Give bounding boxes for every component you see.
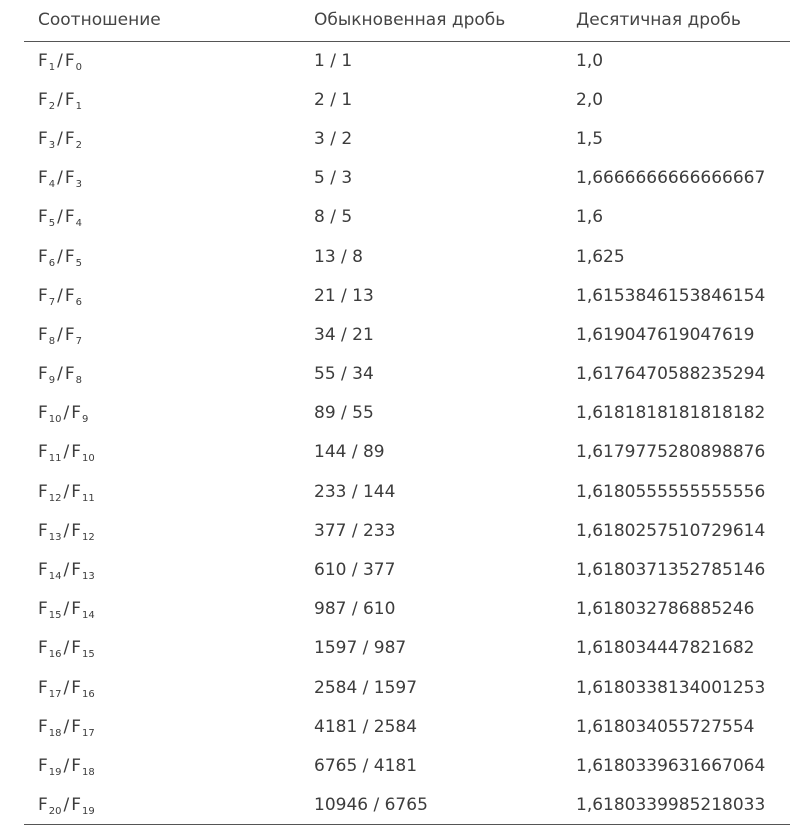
ratio-cell [24, 746, 300, 785]
ratio-numerator-index: 8 [48, 335, 56, 347]
ratio-denominator-index: 16 [82, 688, 95, 700]
ratio-cell [24, 315, 300, 354]
ratio-cell [24, 590, 300, 629]
decimal-fraction-cell: 1,618034055727554 [576, 716, 755, 737]
ratio-separator: / [63, 403, 70, 424]
ratio-numerator-index: 9 [48, 375, 56, 387]
ratio-denominator-symbol: F [71, 442, 82, 463]
common-fraction-cell: 3 / 2 [314, 128, 353, 149]
table-row [24, 119, 790, 158]
table-row [24, 746, 790, 785]
ratio-numerator-index: 5 [48, 218, 56, 230]
ratio-cell [24, 433, 300, 472]
ratio-numerator-symbol: F [38, 755, 48, 776]
table-row [24, 237, 790, 276]
decimal-fraction-cell: 1,6 [576, 207, 604, 228]
ratio-numerator-index: 6 [48, 257, 56, 269]
decimal-fraction-cell: 1,618032786885246 [576, 599, 755, 620]
ratio-cell [24, 511, 300, 550]
ratio-numerator-index: 14 [48, 571, 62, 583]
ratio-cell [24, 786, 300, 825]
ratio-separator: / [63, 560, 70, 581]
ratio-separator: / [63, 716, 70, 737]
ratio-numerator-symbol: F [38, 481, 48, 502]
ratio-cell [24, 668, 300, 707]
ratio-cell [24, 119, 300, 158]
ratio-denominator-index: 0 [75, 61, 83, 73]
ratio-numerator-symbol: F [38, 89, 48, 110]
table-row [24, 41, 790, 80]
header-row [24, 0, 790, 41]
ratio-cell [24, 41, 300, 80]
ratio-separator: / [57, 168, 63, 189]
ratio-numerator-symbol: F [38, 442, 48, 463]
table-row [24, 590, 790, 629]
ratio-numerator-index: 12 [48, 492, 62, 504]
ratio-denominator-symbol: F [64, 50, 75, 71]
ratio-numerator-index: 10 [48, 414, 62, 426]
ratio-denominator-symbol: F [71, 716, 82, 737]
ratio-numerator-symbol: F [38, 50, 48, 71]
common-fraction-cell: 377 / 233 [314, 520, 396, 541]
ratio-denominator-symbol: F [64, 364, 75, 385]
ratio-numerator-index: 19 [48, 766, 62, 778]
ratio-numerator-index: 13 [48, 531, 62, 543]
ratio-denominator-index: 4 [75, 218, 83, 230]
decimal-fraction-cell: 1,6180339631667064 [576, 755, 766, 776]
ratio-denominator-symbol: F [71, 403, 82, 424]
table-row [24, 668, 790, 707]
ratio-numerator-index: 20 [48, 805, 62, 817]
table-header [24, 0, 790, 41]
ratio-denominator-symbol: F [71, 755, 82, 776]
ratio-numerator-index: 7 [48, 296, 56, 308]
ratio-denominator-symbol: F [64, 324, 75, 345]
ratio-denominator-symbol: F [64, 207, 75, 228]
ratio-numerator-symbol: F [38, 285, 48, 306]
ratio-cell [24, 198, 300, 237]
ratio-separator: / [63, 599, 70, 620]
table-row [24, 159, 790, 198]
common-fraction-cell: 13 / 8 [314, 246, 363, 267]
ratio-cell [24, 159, 300, 198]
common-fraction-cell: 1 / 1 [314, 50, 353, 71]
ratio-cell [24, 394, 300, 433]
ratio-separator: / [63, 442, 70, 463]
common-fraction-cell: 610 / 377 [314, 560, 396, 581]
ratio-numerator-symbol: F [38, 560, 48, 581]
ratio-cell [24, 80, 300, 119]
ratio-separator: / [63, 755, 70, 776]
table-row [24, 786, 790, 825]
table-row [24, 315, 790, 354]
ratio-cell [24, 472, 300, 511]
decimal-fraction-cell: 1,0 [576, 50, 604, 71]
ratio-numerator-index: 4 [48, 179, 56, 191]
ratio-numerator-index: 18 [48, 727, 62, 739]
ratio-cell [24, 237, 300, 276]
ratio-denominator-index: 17 [82, 727, 95, 739]
ratio-numerator-symbol: F [38, 520, 48, 541]
decimal-fraction-cell: 1,618034447821682 [576, 638, 755, 659]
ratio-denominator-index: 13 [82, 571, 95, 583]
decimal-fraction-cell: 1,6176470588235294 [576, 364, 766, 385]
common-fraction-cell: 21 / 13 [314, 285, 374, 306]
common-fraction-cell: 4181 / 2584 [314, 716, 418, 737]
common-fraction-cell: 10946 / 6765 [300, 786, 562, 825]
decimal-fraction-cell: 2,0 [576, 89, 604, 110]
ratio-denominator-symbol: F [64, 168, 75, 189]
ratio-cell [24, 707, 300, 746]
ratio-numerator-symbol: F [38, 403, 48, 424]
ratio-denominator-symbol: F [71, 599, 82, 620]
ratio-cell [24, 276, 300, 315]
ratio-separator: / [63, 638, 70, 659]
ratio-numerator-symbol: F [38, 207, 48, 228]
ratio-numerator-symbol: F [38, 128, 48, 149]
table-row [24, 433, 790, 472]
ratio-separator: / [57, 324, 63, 345]
decimal-fraction-cell: 1,6180257510729614 [576, 520, 766, 541]
common-fraction-cell: 5 / 3 [314, 168, 353, 189]
common-fraction-cell: 233 / 144 [314, 481, 396, 502]
ratio-denominator-index: 2 [75, 139, 83, 151]
ratio-numerator-symbol: F [38, 324, 48, 345]
ratio-denominator-index: 5 [75, 257, 83, 269]
ratio-denominator-symbol: F [71, 638, 82, 659]
ratio-denominator-index: 3 [75, 179, 83, 191]
table-row [24, 394, 790, 433]
ratio-numerator-index: 15 [48, 610, 62, 622]
header-decimal-fraction: Десятичная дробь [562, 0, 790, 41]
ratio-numerator-symbol: F [38, 794, 48, 815]
decimal-fraction-cell: 1,6181818181818182 [576, 403, 766, 424]
ratio-cell [24, 355, 300, 394]
fibonacci-ratio-table [24, 0, 790, 825]
ratio-denominator-index: 11 [82, 492, 95, 504]
ratio-denominator-symbol: F [71, 481, 82, 502]
ratio-separator: / [57, 89, 63, 110]
ratio-denominator-index: 15 [82, 649, 95, 661]
ratio-denominator-index: 19 [82, 805, 95, 817]
table-row [24, 276, 790, 315]
ratio-denominator-symbol: F [71, 677, 82, 698]
ratio-denominator-index: 10 [82, 453, 95, 465]
ratio-separator: / [57, 246, 63, 267]
ratio-separator: / [57, 128, 63, 149]
ratio-denominator-symbol: F [71, 794, 82, 815]
decimal-fraction-cell: 1,6180338134001253 [576, 677, 766, 698]
common-fraction-cell: 2 / 1 [314, 89, 353, 110]
decimal-fraction-cell: 1,6153846153846154 [576, 285, 766, 306]
ratio-denominator-index: 7 [75, 335, 83, 347]
ratio-separator: / [57, 50, 63, 71]
table-row [24, 198, 790, 237]
ratio-denominator-symbol: F [64, 89, 75, 110]
table-row [24, 550, 790, 589]
ratio-numerator-symbol: F [38, 716, 48, 737]
decimal-fraction-cell: 1,6180555555555556 [576, 481, 766, 502]
ratio-numerator-index: 11 [48, 453, 62, 465]
ratio-separator: / [57, 207, 63, 228]
common-fraction-cell: 1597 / 987 [314, 638, 407, 659]
decimal-fraction-cell: 1,619047619047619 [576, 324, 755, 345]
ratio-numerator-symbol: F [38, 599, 48, 620]
ratio-cell [24, 629, 300, 668]
ratio-denominator-symbol: F [64, 246, 75, 267]
common-fraction-cell: 55 / 34 [314, 364, 374, 385]
ratio-numerator-index: 16 [48, 649, 62, 661]
decimal-fraction-cell: 1,6180339985218033 [562, 786, 790, 825]
table-row [24, 707, 790, 746]
ratio-numerator-symbol: F [38, 246, 48, 267]
decimal-fraction-cell: 1,6180371352785146 [576, 560, 766, 581]
table-row [24, 511, 790, 550]
ratio-numerator-symbol: F [38, 364, 48, 385]
decimal-fraction-cell: 1,5 [576, 128, 604, 149]
ratio-numerator-symbol: F [38, 638, 48, 659]
table-body [24, 41, 790, 825]
ratio-denominator-symbol: F [71, 520, 82, 541]
ratio-denominator-symbol: F [64, 128, 75, 149]
ratio-denominator-symbol: F [71, 560, 82, 581]
ratio-denominator-index: 12 [82, 531, 95, 543]
table-row [24, 355, 790, 394]
common-fraction-cell: 89 / 55 [314, 403, 374, 424]
table-row [24, 629, 790, 668]
ratio-numerator-symbol: F [38, 677, 48, 698]
common-fraction-cell: 144 / 89 [314, 442, 385, 463]
common-fraction-cell: 987 / 610 [314, 599, 396, 620]
ratio-denominator-index: 8 [75, 375, 83, 387]
ratio-separator: / [63, 677, 70, 698]
ratio-separator: / [63, 520, 70, 541]
ratio-numerator-index: 2 [48, 100, 56, 112]
common-fraction-cell: 34 / 21 [314, 324, 374, 345]
ratio-separator: / [63, 481, 70, 502]
decimal-fraction-cell: 1,6666666666666667 [576, 168, 766, 189]
header-ratio: Соотношение [24, 0, 300, 41]
ratio-cell [24, 550, 300, 589]
ratio-numerator-symbol: F [38, 168, 48, 189]
ratio-separator: / [57, 285, 63, 306]
ratio-denominator-index: 1 [75, 100, 83, 112]
ratio-denominator-index: 6 [75, 296, 83, 308]
fibonacci-ratio-table-container [24, 0, 790, 825]
common-fraction-cell: 8 / 5 [314, 207, 353, 228]
ratio-denominator-symbol: F [64, 285, 75, 306]
common-fraction-cell: 2584 / 1597 [314, 677, 418, 698]
ratio-numerator-index: 1 [48, 61, 56, 73]
table-row [24, 80, 790, 119]
ratio-separator: / [57, 364, 63, 385]
ratio-numerator-index: 3 [48, 139, 56, 151]
table-row [24, 472, 790, 511]
ratio-denominator-index: 18 [82, 766, 95, 778]
ratio-denominator-index: 9 [82, 414, 89, 426]
decimal-fraction-cell: 1,625 [576, 246, 625, 267]
decimal-fraction-cell: 1,6179775280898876 [576, 442, 766, 463]
ratio-denominator-index: 14 [82, 610, 95, 622]
ratio-numerator-index: 17 [48, 688, 62, 700]
ratio-separator: / [63, 794, 70, 815]
header-common-fraction: Обыкновенная дробь [300, 0, 562, 41]
common-fraction-cell: 6765 / 4181 [314, 755, 418, 776]
